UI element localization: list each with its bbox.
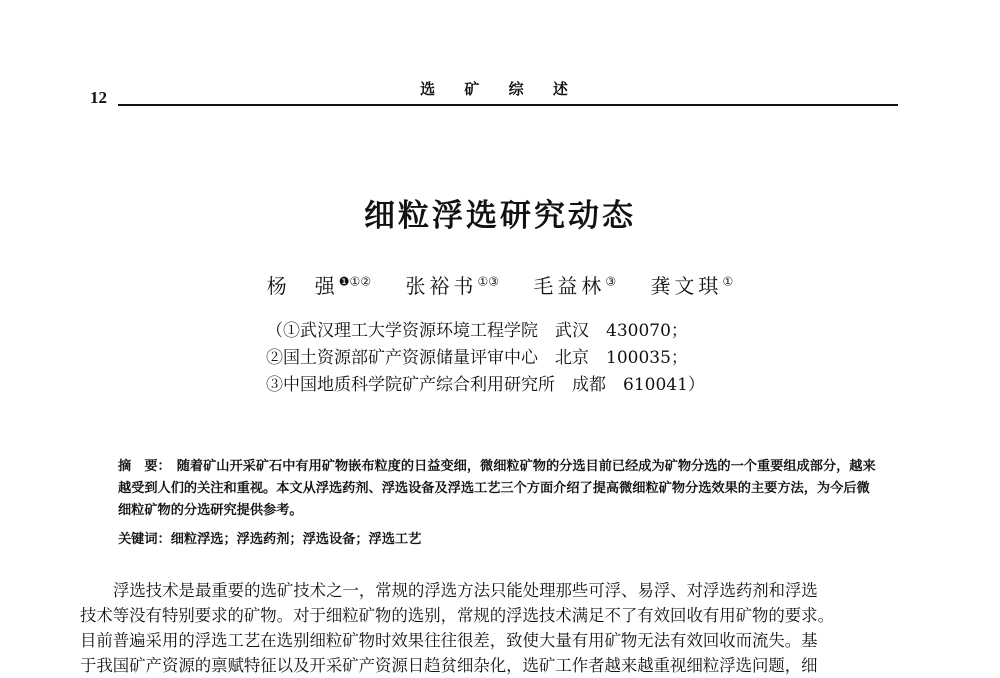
keywords [118,528,878,547]
keywords-label: 关键词： [118,532,171,547]
keywords-text: 细粒浮选；浮选药剂；浮选设备；浮选工艺 [170,532,422,547]
body-line: 于我国矿产资源的禀赋特征以及开采矿产资源日趋贫细杂化，选矿工作者越来越重视细粒浮选问题，细 [80,656,818,675]
author [533,274,616,298]
abstract [118,456,878,522]
author-marks: ①③ [477,274,499,289]
body-paragraph [80,578,912,678]
author [405,274,499,298]
author-name: 龚文琪 [650,274,723,298]
author-marks: ❶①② [338,274,372,289]
affiliation-line: （①武汉理工大学资源环境工程学院 武汉 430070； [266,321,688,341]
author-marks: ① [722,274,734,289]
affiliations [266,318,705,399]
author [267,274,371,298]
section-title: 选 矿 综 述 [420,80,580,98]
affiliation-line: ③中国地质科学院矿产综合利用研究所 成都 610041） [266,375,705,395]
body-line: 浮选技术是最重要的选矿技术之一，常规的浮选方法只能处理那些可浮、易浮、对浮选药剂和浮选 [113,581,818,600]
author [650,274,733,298]
body-line: 技术等没有特别要求的矿物。对于细粒矿物的选别，常规的浮选技术满足不了有效回收有用矿物的要求。 [80,606,834,625]
abstract-label: 摘 要： [118,459,171,474]
body-line: 目前普遍采用的浮选工艺在选别细粒矿物时效果往往很差，致使大量有用矿物无法有效回收而流失。基 [80,631,818,650]
page-number: 12 [90,88,107,107]
author-name: 张裕书 [405,274,478,298]
abstract-text: 随着矿山开采矿石中有用矿物嵌布粒度的日益变细，微细粒矿物的分选目前已经成为矿物分选的一个重要组成部分，越来越受到人们的关注和重视。本文从浮选药剂、浮选设备及浮选工艺三个方面介绍了提高微细粒矿物分选效果的主要方法，为今后微细粒矿物的分选研究提供参考。 [118,459,876,518]
article-title: 细粒浮选研究动态 [364,198,636,234]
author-name: 毛益林 [533,274,606,298]
author-name: 杨 强 [266,274,339,298]
author-list [0,270,1000,299]
affiliation-line: ②国土资源部矿产资源储量评审中心 北京 100035； [266,348,688,368]
author-marks: ③ [605,274,617,289]
header-rule [118,104,898,106]
